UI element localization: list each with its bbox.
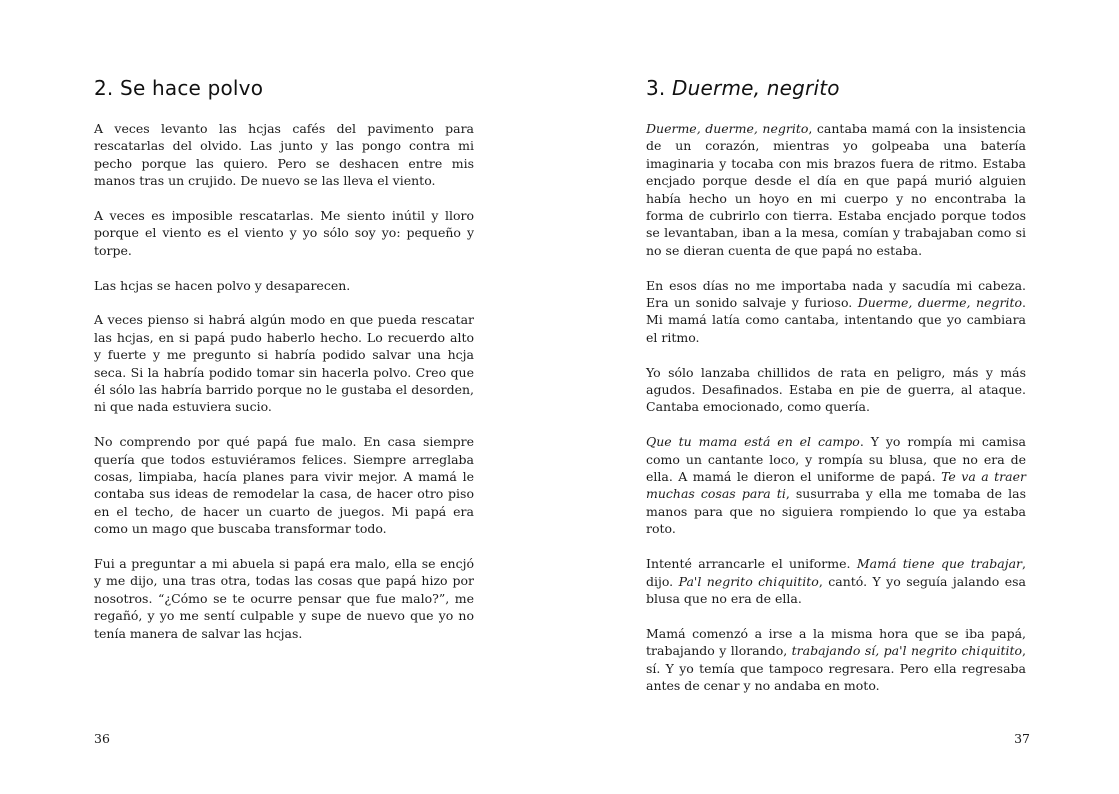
chapter-title-text: Duerme, negrito bbox=[672, 76, 840, 100]
italic-text: Que tu mama está en el campo bbox=[646, 434, 860, 450]
paragraph bbox=[646, 625, 1026, 695]
chapter-body-right bbox=[646, 120, 1026, 712]
chapter-title-text: Se hace polvo bbox=[120, 76, 264, 100]
paragraph bbox=[94, 555, 474, 642]
italic-text: Pa'l negrito chiquitito bbox=[678, 573, 819, 589]
chapter-body-left bbox=[94, 120, 474, 660]
right-page bbox=[560, 0, 1119, 794]
paragraph bbox=[94, 433, 474, 537]
paragraph bbox=[646, 364, 1026, 416]
italic-text: Duerme, duerme, negrito bbox=[857, 295, 1022, 311]
text-run: , susurraba y ella me tomaba de las manos para que no siguiera rompiendo lo que ya estaba roto. bbox=[646, 486, 1026, 537]
text-run: A veces pienso si habrá algún modo en que pueda rescatar las hcjas, en si papá pudo haberlo hecho. Lo recuerdo alto y fuerte y me pregunto si habría podido salvar una hcja seca. Si la habría podido tomar sin hacerla polvo. Creo que él sólo las habría barrido porque no le gustaba el desorden, ni que nada estuviera sucio. bbox=[94, 312, 474, 415]
chapter-title-right bbox=[646, 76, 840, 100]
paragraph bbox=[646, 120, 1026, 259]
chapter-number: 2. bbox=[94, 76, 114, 100]
paragraph bbox=[646, 277, 1026, 347]
text-run: Las hcjas se hacen polvo y desaparecen. bbox=[94, 277, 351, 293]
italic-text: Duerme, duerme, negrito bbox=[646, 121, 809, 136]
text-run: A veces levanto las hcjas cafés del pavimento para rescatarlas del olvido. Las junto y las pongo contra mi pecho porque las quiero. Pero se deshacen entre mis manos tras un crujido. De nuevo se las lleva el viento. bbox=[94, 121, 474, 189]
italic-text: trabajando sí, pa'l negrito chiquitito bbox=[791, 643, 1023, 659]
text-run: . Mi mamá latía como cantaba, intentando que yo cambiara el ritmo. bbox=[646, 295, 1026, 345]
paragraph bbox=[646, 555, 1026, 607]
text-run: Mamá comenzó a irse a la misma hora que se iba papá, trabajando y llorando, bbox=[646, 625, 1026, 659]
paragraph bbox=[94, 277, 474, 294]
text-run: , cantó. Y yo seguía jalando esa blusa que no era de ella. bbox=[646, 573, 1026, 606]
paragraph bbox=[94, 311, 474, 415]
paragraph bbox=[94, 207, 474, 259]
text-run: Yo sólo lanzaba chillidos de rata en peligro, más y más agudos. Desafinados. Estaba en pie de guerra, al ataque. Cantaba emocionado, como quería. bbox=[646, 364, 1026, 415]
text-run: No comprendo por qué papá fue malo. En casa siempre quería que todos estuviéramos felices. Siempre arreglaba cosas, limpiaba, hacía planes para vivir mejor. A mamá le contaba sus ideas de remodelar la casa, de hacer otro piso en el techo, de hacer un cuarto de juegos. Mi papá era como un mago que buscaba transformar todo. bbox=[94, 434, 474, 537]
text-run: Intenté arrancarle el uniforme. bbox=[646, 556, 857, 572]
page-number-left: 36 bbox=[94, 731, 110, 746]
italic-text: Te va a traer muchas cosas para ti bbox=[646, 469, 1026, 502]
chapter-number: 3. bbox=[646, 76, 666, 100]
chapter-title-left bbox=[94, 76, 263, 100]
left-page bbox=[0, 0, 559, 794]
paragraph bbox=[94, 120, 474, 190]
text-run: , cantaba mamá con la insistencia de un corazón, mientras yo golpeaba una batería imaginaria y tocaba con mis brazos fuera de ritmo. Estaba encjado porque desde el día en que papá murió alguien había hecho un hoyo en mi cuerpo y no encontraba la forma de cubrirlo con tierra. Estaba encjado porque todos se levantaban, iban a la mesa, comían y trabajaban como si no se dieran cuenta de que papá no estaba. bbox=[646, 121, 1026, 258]
paragraph bbox=[646, 433, 1026, 537]
text-run: , dijo. bbox=[646, 556, 1026, 589]
page-number-right: 37 bbox=[1014, 731, 1030, 746]
text-run: . Y yo rompía mi camisa como un cantante loco, y rompía su blusa, que no era de ella. A mamá le dieron el uniforme de papá. bbox=[646, 434, 1027, 485]
text-run: En esos días no me importaba nada y sacudía mi cabeza. Era un sonido salvaje y furioso. bbox=[646, 277, 1026, 311]
italic-text: Mamá tiene que trabajar bbox=[856, 556, 1022, 572]
text-run: A veces es imposible rescatarlas. Me siento inútil y lloro porque el viento es el viento y yo sólo soy yo: pequeño y torpe. bbox=[94, 208, 474, 258]
text-run: , sí. Y yo temía que tampoco regresara. Pero ella regresaba antes de cenar y no andaba en moto. bbox=[646, 643, 1026, 693]
text-run: Fui a preguntar a mi abuela si papá era malo, ella se encjó y me dijo, una tras otra, todas las cosas que papá hizo por nosotros. “¿Cómo se te ocurre pensar que fue malo?”, me regañó, y yo me sentí culpable y supe de nuevo que yo no tenía manera de salvar las hcjas. bbox=[94, 556, 474, 641]
